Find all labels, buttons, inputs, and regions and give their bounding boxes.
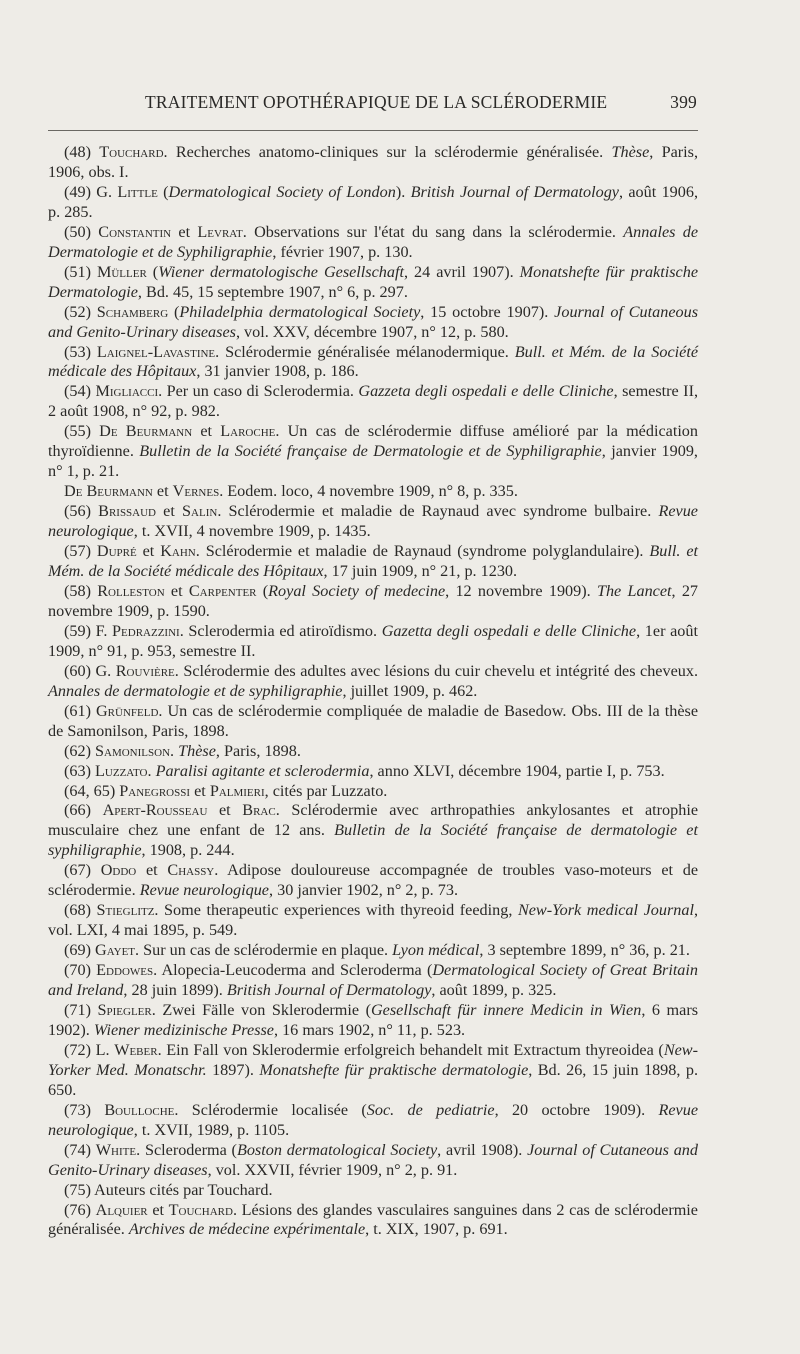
author-name: Laignel-Lavastine xyxy=(96,342,216,361)
author-name: Rolleston xyxy=(97,581,165,600)
author-name: Apert-Rousseau xyxy=(102,801,208,820)
reference-text: . Alopecia-Leucoderma and Scleroderma ( xyxy=(153,961,433,980)
reference-text: ( xyxy=(157,182,169,201)
author-name: Rouvière xyxy=(115,661,175,680)
reference-text: et xyxy=(152,482,173,501)
italic-text: Dermatological Society of Great Britain and Ireland xyxy=(48,961,698,1000)
reference-text: , 1908, p. 244. xyxy=(141,841,235,860)
reference-text: (58) xyxy=(64,581,98,600)
reference-entry xyxy=(48,702,698,742)
reference-entry xyxy=(48,1181,698,1201)
reference-text: , 20 octobre 1909). xyxy=(494,1100,659,1119)
reference-entry xyxy=(48,1141,698,1181)
author-name: Palmieri xyxy=(209,781,265,800)
reference-text: , Bd. 45, 15 septembre 1907, n° 6, p. 297. xyxy=(137,282,408,301)
author-name: Constantin xyxy=(98,222,172,241)
author-name: De Beurmann xyxy=(64,482,153,501)
reference-entry xyxy=(48,622,698,662)
reference-text: , 30 janvier 1902, n° 2, p. 73. xyxy=(269,881,459,900)
italic-text: Wiener dermatologische Gesellschaft xyxy=(158,262,404,281)
reference-text: (50) xyxy=(64,222,99,241)
italic-text: Revue neurologique xyxy=(48,1100,699,1139)
reference-entry xyxy=(48,901,698,941)
reference-text: ( xyxy=(256,581,269,600)
reference-text: et xyxy=(192,422,221,441)
reference-entry xyxy=(48,422,698,482)
reference-text: (69) xyxy=(64,941,96,960)
italic-text: Bulletin de la Société française de Dermatologie et de Syphiligraphie xyxy=(139,442,602,461)
reference-entry xyxy=(48,223,698,263)
author-name: Oddo xyxy=(100,861,137,880)
author-name: Weber xyxy=(114,1040,158,1059)
reference-text: , février 1907, p. 130. xyxy=(272,242,413,261)
author-name: Panegrossi xyxy=(119,781,191,800)
italic-text: Soc. de pediatrie xyxy=(366,1100,495,1119)
author-name: Salin xyxy=(182,502,218,521)
italic-text: Gazzeta degli ospedali e delle Cliniche xyxy=(358,382,614,401)
reference-text: (60) G. xyxy=(64,661,116,680)
reference-text: , 1er août 1909, n° 91, p. 953, semestre II. xyxy=(48,621,698,660)
reference-text: (62) xyxy=(64,741,96,760)
reference-entry xyxy=(48,482,698,502)
reference-text: . Sclerodermia ed atiroïdismo. xyxy=(179,621,382,640)
reference-text: , vol. LXI, 4 mai 1895, p. 549. xyxy=(48,901,699,940)
reference-entry xyxy=(48,303,698,343)
reference-entry xyxy=(48,582,698,622)
reference-text: (51) xyxy=(64,262,97,281)
reference-text: ( xyxy=(168,302,180,321)
author-name: Kahn xyxy=(160,542,196,561)
reference-text: (66) xyxy=(64,801,103,820)
reference-text: . Sclérodermie généralisée mélanodermique. xyxy=(215,342,515,361)
reference-text: , avril 1908). xyxy=(437,1140,528,1159)
reference-text: (67) xyxy=(64,861,101,880)
author-name: Gayet xyxy=(95,941,136,960)
reference-text: (59) F. xyxy=(64,621,113,640)
italic-text: Wiener medizinische Presse xyxy=(93,1020,274,1039)
reference-text: et xyxy=(190,781,210,800)
reference-entry xyxy=(48,1201,698,1241)
author-name: Little xyxy=(117,182,158,201)
reference-text: (72) L. xyxy=(64,1040,115,1059)
reference-text: ). xyxy=(395,182,411,201)
reference-text: et xyxy=(207,801,243,820)
author-name: Levrat xyxy=(197,222,243,241)
reference-text: , t. XVII, 4 novembre 1909, p. 1435. xyxy=(133,522,371,541)
reference-text: , août 1899, p. 325. xyxy=(431,981,557,1000)
running-title: TRAITEMENT OPOTHÉRAPIQUE DE LA SCLÉRODERMIE xyxy=(145,92,608,112)
reference-text: 1897). xyxy=(206,1060,260,1079)
italic-text: British Journal of Dermatology xyxy=(226,981,432,1000)
reference-entry xyxy=(48,662,698,702)
reference-text: , 6 mars 1902). xyxy=(48,1000,699,1039)
reference-text: . Eodem. loco, 4 novembre 1909, n° 8, p. 335. xyxy=(219,482,518,501)
reference-text: , semestre II, 2 août 1908, n° 92, p. 982. xyxy=(48,382,699,421)
reference-entry xyxy=(48,1001,698,1041)
reference-text: (73) xyxy=(64,1100,105,1119)
reference-text: , Paris, 1898. xyxy=(215,741,301,760)
italic-text: The Lancet xyxy=(596,581,672,600)
reference-text: . Lésions des glandes vasculaires sanguines dans 2 cas de sclérodermie généralisée. xyxy=(48,1200,698,1239)
italic-text: Bull. et Mém. de la Société médicale des Hôpitaux xyxy=(48,542,699,581)
reference-text: (49) G. xyxy=(64,182,118,201)
reference-entry xyxy=(48,143,698,183)
reference-text: . xyxy=(147,761,156,780)
reference-text: , t. XVII, 1989, p. 1105. xyxy=(133,1120,290,1139)
page-number: 399 xyxy=(670,92,697,112)
reference-text: , 15 octobre 1907). xyxy=(420,302,555,321)
reference-entry xyxy=(48,1041,698,1101)
reference-text: (61) xyxy=(64,701,96,720)
reference-text: et xyxy=(156,502,183,521)
italic-text: Revue neurologique xyxy=(139,881,269,900)
reference-text: (76) xyxy=(64,1200,96,1219)
author-name: Stieglitz xyxy=(96,901,155,920)
reference-text: . Sur un cas de sclérodermie en plaque. xyxy=(135,941,393,960)
reference-entry xyxy=(48,762,698,782)
reference-text: et xyxy=(147,1200,169,1219)
reference-text: , 24 avril 1907). xyxy=(403,262,520,281)
reference-text: (63) xyxy=(64,761,96,780)
reference-entry xyxy=(48,861,698,901)
italic-text: New-York medical Journal xyxy=(517,901,694,920)
reference-entry xyxy=(48,343,698,383)
reference-text: et xyxy=(171,222,198,241)
author-name: White xyxy=(95,1140,137,1159)
italic-text: Thèse xyxy=(178,741,216,760)
reference-text: , 17 juin 1909, n° 21, p. 1230. xyxy=(323,562,518,581)
reference-entry xyxy=(48,801,698,861)
reference-text: . Recherches anatomo-cliniques sur la sclérodermie généralisée. xyxy=(163,143,612,161)
italic-text: Bulletin de la Société française de dermatologie et syphiligraphie xyxy=(48,821,698,860)
author-name: Touchard xyxy=(168,1200,233,1219)
reference-entry xyxy=(48,502,698,542)
reference-text: (75) Auteurs cités par Touchard. xyxy=(64,1180,273,1199)
author-name: Spiegler xyxy=(97,1000,152,1019)
reference-text: (52) xyxy=(64,302,97,321)
reference-text: (56) xyxy=(64,502,99,521)
reference-text: , cités par Luzzato. xyxy=(264,781,388,800)
reference-entry xyxy=(48,1101,698,1141)
reference-text: . Per un caso di Sclerodermia. xyxy=(158,382,359,401)
author-name: Carpenter xyxy=(188,581,257,600)
author-name: Schamberg xyxy=(96,302,169,321)
reference-text: . Scleroderma ( xyxy=(136,1140,237,1159)
reference-text: (74) xyxy=(64,1140,96,1159)
reference-text: (55) xyxy=(64,422,100,441)
reference-text: , 12 novembre 1909). xyxy=(445,581,597,600)
author-name: Touchard xyxy=(99,143,164,161)
italic-text: Paralisi agitante et sclerodermia xyxy=(155,761,370,780)
italic-text: Gesellschaft für innere Medicin in Wien xyxy=(370,1000,642,1019)
reference-text: . Sclérodermie et maladie de Raynaud (syndrome polyglandulaire). xyxy=(195,542,650,561)
reference-text: . xyxy=(170,741,179,760)
author-name: Dupré xyxy=(96,542,137,561)
reference-text: , janvier 1909, n° 1, p. 21. xyxy=(48,442,698,481)
reference-text: (71) xyxy=(64,1000,98,1019)
author-name: Boulloche xyxy=(104,1100,175,1119)
reference-text: , 16 mars 1902, n° 11, p. 523. xyxy=(273,1020,466,1039)
reference-text: (54) xyxy=(64,382,96,401)
author-name: Chassy xyxy=(167,861,215,880)
reference-entry xyxy=(48,542,698,582)
italic-text: Royal Society of medecine xyxy=(268,581,446,600)
reference-text: (64, 65) xyxy=(64,781,120,800)
reference-text: . Un cas de sclérodermie compliquée de maladie de Basedow. Obs. III de la thèse de Samonilson, Paris, 1898. xyxy=(48,701,699,740)
header-rule xyxy=(48,130,698,131)
reference-text: (53) xyxy=(64,342,97,361)
reference-list xyxy=(48,143,698,1240)
reference-text: . Sclérodermie et maladie de Raynaud avec syndrome bulbaire. xyxy=(217,502,659,521)
author-name: Eddowes xyxy=(96,961,154,980)
reference-text: . Sclérodermie avec arthropathies ankylosantes et atrophie musculaire chez une enfant de 12 ans. xyxy=(48,801,699,840)
reference-text: . Observations sur l'état du sang dans la sclérodermie. xyxy=(242,222,624,241)
author-name: Samonilson xyxy=(95,741,171,760)
author-name: Pedrazzini xyxy=(112,621,180,640)
italic-text: Annales de dermatologie et de syphiligraphie xyxy=(48,681,343,700)
reference-entry xyxy=(48,961,698,1001)
author-name: Vernes xyxy=(172,482,220,501)
italic-text: Journal of Cutaneous and Genito-Urinary diseases xyxy=(48,1140,698,1179)
author-name: Müller xyxy=(96,262,147,281)
reference-text: , 31 janvier 1908, p. 186. xyxy=(196,362,359,381)
author-name: Migliacci xyxy=(95,382,159,401)
reference-entry xyxy=(48,263,698,303)
reference-entry xyxy=(48,183,698,223)
reference-text: , 3 septembre 1899, n° 36, p. 21. xyxy=(479,941,690,960)
reference-text: , 28 juin 1899). xyxy=(123,981,227,1000)
italic-text: Gazetta degli ospedali e delle Cliniche xyxy=(381,621,637,640)
reference-text: , t. XIX, 1907, p. 691. xyxy=(365,1220,508,1239)
italic-text: Monatshefte für praktische Dermatologie xyxy=(48,262,699,301)
italic-text: Revue neurologique xyxy=(48,502,698,541)
reference-text: et xyxy=(164,581,189,600)
reference-text: (70) xyxy=(64,961,97,980)
author-name: Alquier xyxy=(95,1200,148,1219)
italic-text: Philadelphia dermatological Society xyxy=(179,302,421,321)
reference-text: (57) xyxy=(64,542,97,561)
reference-text: . Ein Fall von Sklerodermie erfolgreich behandelt mit Extractum thyreoidea ( xyxy=(157,1040,664,1059)
italic-text: Thèse xyxy=(611,143,650,161)
reference-entry xyxy=(48,382,698,422)
reference-text: . Some therapeutic experiences with thyreoid feeding, xyxy=(154,901,518,920)
italic-text: Dermatological Society of London xyxy=(168,182,396,201)
author-name: De Beurmann xyxy=(99,422,193,441)
reference-text: , Bd. 26, 15 juin 1898, p. 650. xyxy=(48,1060,698,1099)
italic-text: Archives de médecine expérimentale xyxy=(128,1220,366,1239)
author-name: Brac xyxy=(242,801,276,820)
reference-text: , vol. XXV, décembre 1907, n° 12, p. 580. xyxy=(235,322,509,341)
reference-text: , 27 novembre 1909, p. 1590. xyxy=(48,581,699,620)
reference-text: . Un cas de sclérodermie diffuse amélioré par la médication thyroïdienne. xyxy=(48,422,698,461)
reference-text: , août 1906, p. 285. xyxy=(48,182,698,221)
italic-text: Annales de Dermatologie et de Syphiligraphie xyxy=(48,222,699,261)
reference-text: et xyxy=(136,861,168,880)
italic-text: New-Yorker Med. Monatschr. xyxy=(48,1040,698,1079)
reference-entry xyxy=(48,941,698,961)
author-name: Brissaud xyxy=(98,502,157,521)
author-name: Luzzato xyxy=(95,761,148,780)
italic-text: Journal of Cutaneous and Genito-Urinary diseases xyxy=(48,302,699,341)
reference-text: ( xyxy=(146,262,159,281)
reference-text: (68) xyxy=(64,901,97,920)
reference-text: (48) xyxy=(64,143,100,161)
reference-text: , juillet 1909, p. 462. xyxy=(342,681,478,700)
reference-text: , anno XLVI, décembre 1904, partie I, p. 753. xyxy=(369,761,665,780)
reference-text: , Paris, 1906, obs. I. xyxy=(48,143,698,181)
italic-text: Boston dermatological Society xyxy=(236,1140,438,1159)
reference-text: , vol. XXVII, février 1909, n° 2, p. 91. xyxy=(207,1160,458,1179)
reference-entry xyxy=(48,742,698,762)
author-name: Laroche xyxy=(220,422,276,441)
reference-text: . Zwei Fälle von Sklerodermie ( xyxy=(151,1000,371,1019)
reference-text: . Adipose douloureuse accompagnée de troubles vaso-moteurs et de sclérodermie. xyxy=(48,861,699,900)
reference-text: . Sclérodermie des adultes avec lésions du cuir chevelu et intégrité des cheveux. xyxy=(174,661,698,680)
running-header xyxy=(145,92,697,118)
italic-text: British Journal of Dermatology xyxy=(410,182,619,201)
italic-text: Lyon médical xyxy=(392,941,480,960)
reference-text: et xyxy=(136,542,161,561)
author-name: Grünfeld xyxy=(95,701,159,720)
reference-entry xyxy=(48,782,698,802)
reference-text: . Sclérodermie localisée ( xyxy=(174,1100,367,1119)
italic-text: Monatshefte für praktische dermatologie xyxy=(259,1060,529,1079)
italic-text: Bull. et Mém. de la Société médicale des Hôpitaux xyxy=(48,342,699,381)
